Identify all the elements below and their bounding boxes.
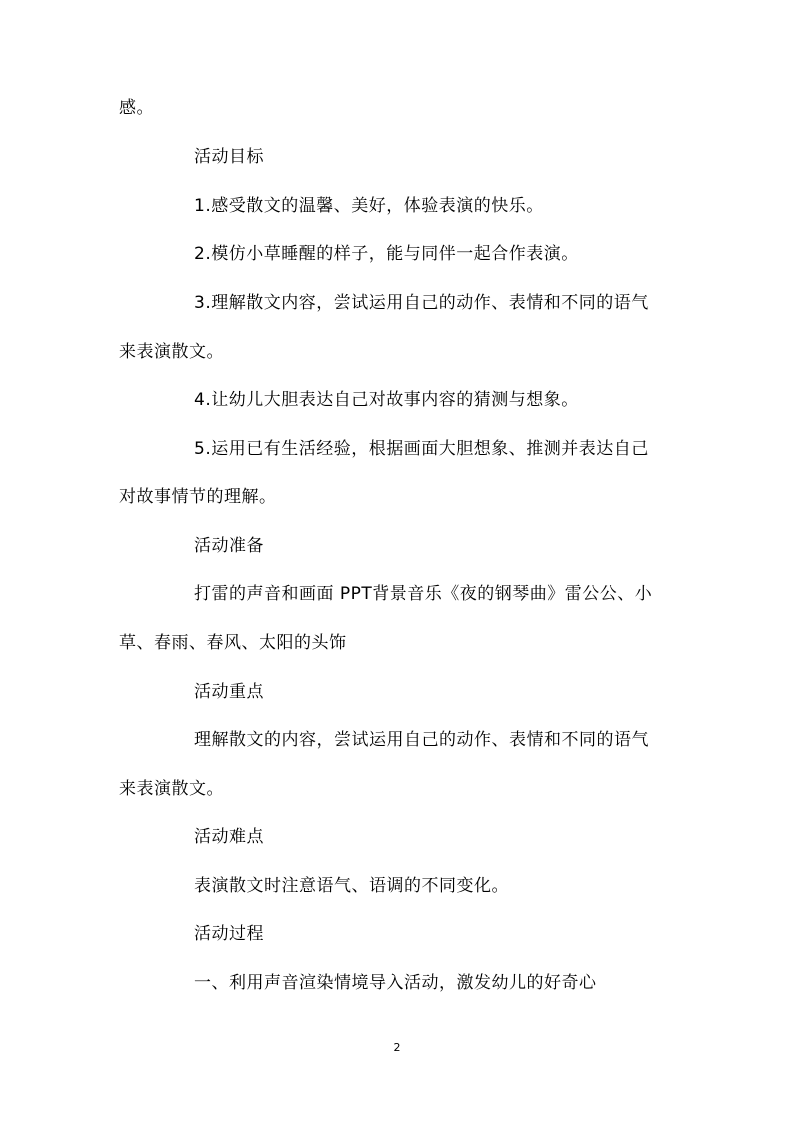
- goal-item-2: 2.模仿小草睡醒的样子，能与同伴一起合作表演。: [194, 244, 579, 264]
- goal-item-5-continued: 对故事情节的理解。: [119, 487, 277, 507]
- difficulties-text: 表演散文时注意语气、语调的不同变化。: [194, 876, 509, 896]
- page-number: 2: [393, 1041, 401, 1054]
- goal-item-4: 4.让幼儿大胆表达自己对故事内容的猜测与想象。: [194, 390, 579, 410]
- section-heading-process: 活动过程: [194, 924, 264, 944]
- section-heading-preparation: 活动准备: [194, 536, 264, 556]
- goal-item-1: 1.感受散文的温馨、美好，体验表演的快乐。: [194, 196, 544, 216]
- section-heading-difficulties: 活动难点: [194, 827, 264, 847]
- key-points-text: 理解散文的内容，尝试运用自己的动作、表情和不同的语气: [194, 730, 649, 750]
- goal-item-3-continued: 来表演散文。: [119, 342, 224, 362]
- section-heading-key-points: 活动重点: [194, 682, 264, 702]
- goal-item-5: 5.运用已有生活经验，根据画面大胆想象、推测并表达自己: [194, 439, 649, 459]
- key-points-text-continued: 来表演散文。: [119, 779, 224, 799]
- section-heading-goals: 活动目标: [194, 147, 264, 167]
- text-line-continuation: 感。: [119, 98, 154, 118]
- preparation-text: 打雷的声音和画面 PPT背景音乐《夜的钢琴曲》雷公公、小: [194, 584, 653, 604]
- goal-item-3: 3.理解散文内容，尝试运用自己的动作、表情和不同的语气: [194, 293, 649, 313]
- process-step-1: 一、利用声音渲染情境导入活动，激发幼儿的好奇心: [194, 973, 597, 993]
- preparation-text-continued: 草、春雨、春风、太阳的头饰: [119, 633, 347, 653]
